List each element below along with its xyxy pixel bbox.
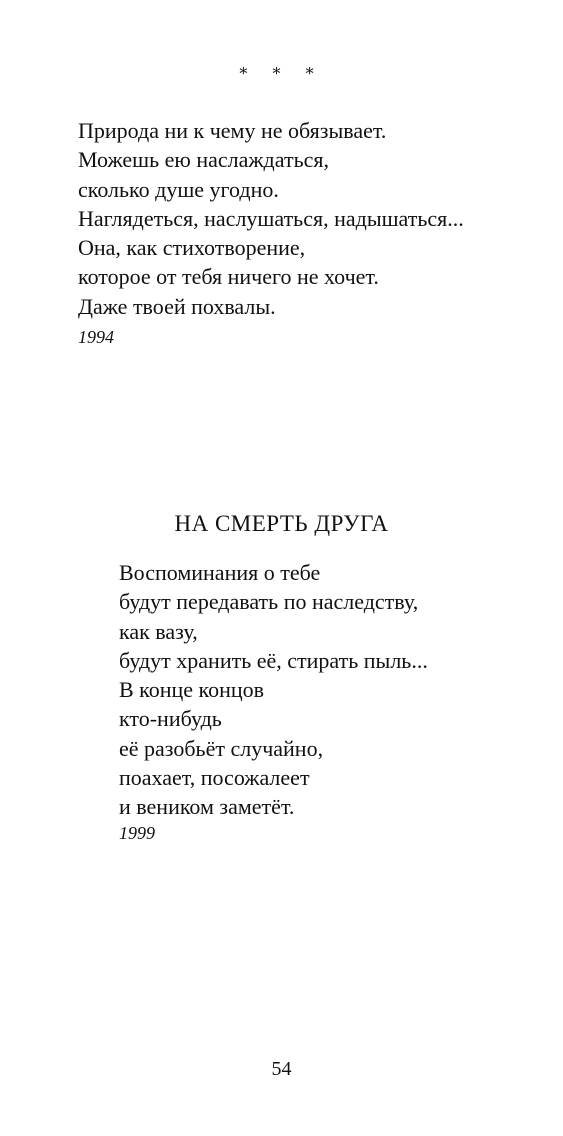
poem-line: сколько душе угодно. [78, 176, 279, 202]
poem-line: Даже твоей похвалы. [78, 293, 276, 319]
poem-line: её разобьёт случайно, [119, 735, 324, 761]
poem-2-text [119, 558, 428, 822]
poem-line: кто-нибудь [119, 706, 222, 732]
poem-line: поахает, посожалеет [119, 765, 310, 791]
poem-line: Можешь ею наслаждаться, [78, 147, 329, 173]
page-number: 54 [271, 1058, 292, 1080]
poem-line: которое от тебя ничего не хочет. [78, 264, 379, 290]
poem-1-date: 1994 [78, 327, 114, 347]
poem-2-date: 1999 [119, 823, 155, 843]
poem-line: Она, как стихотворение, [78, 235, 306, 261]
poem-line: как вазу, [119, 618, 198, 644]
section-separator-stars: * * * [239, 64, 324, 83]
poem-line: Наглядеться, наслушаться, надышаться... [78, 205, 464, 231]
poem-1-text [78, 116, 464, 321]
poem-2-title: НА СМЕРТЬ ДРУГА [174, 511, 389, 536]
poem-line: будут передавать по наследству, [119, 589, 419, 615]
poem-line: Природа ни к чему не обязывает. [78, 118, 387, 143]
poem-line: и веником заметёт. [119, 794, 295, 820]
poem-line: Воспоминания о тебе [119, 560, 321, 585]
poem-line: будут хранить её, стирать пыль... [119, 647, 428, 673]
poem-line: В конце концов [119, 677, 265, 703]
